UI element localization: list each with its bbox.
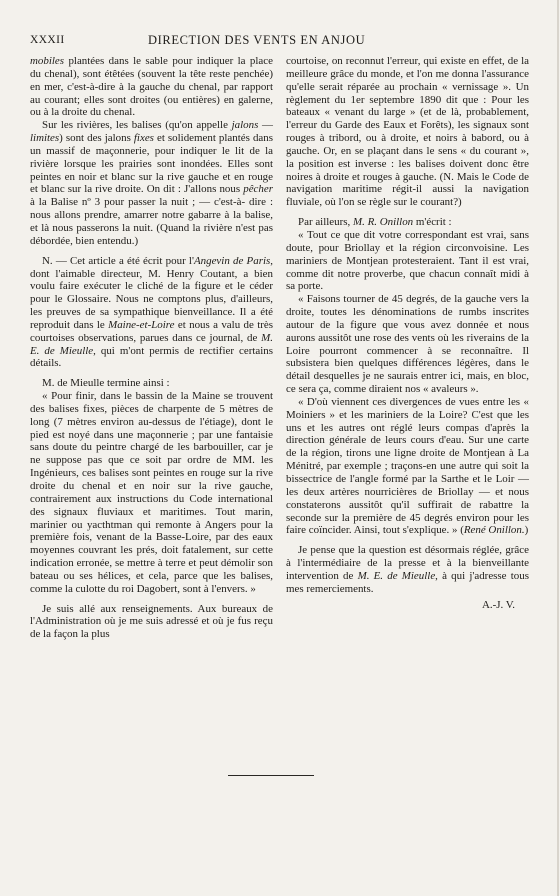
page-number: XXXII: [30, 34, 65, 46]
running-title: DIRECTION DES VENTS EN ANJOU: [148, 33, 366, 47]
paragraph-mieulle-intro: M. de Mieulle termine ainsi :: [42, 377, 170, 390]
paragraph-reglement: courtoise, on reconnut l'erreur, qui existe en effet, de la meilleure grâce du monde, et l'on me donna l'assurance qu'elle serait réparée au prochain « vernissage ». Un règlement du 1er septembre 1890 dit que : Pour les bateaux « venant du large » (et de là, probablement, l'erreur du Garde des Eaux et Forêts), les signaux sont rouges à tribord, ou à droite, et noirs à babord, ou à gauche. Or, en se plaçant dans le sens « du courant », la position est inverse : les balises doivent donc être noires à droite et rouges à gauche. (N. Mais le Code de navigation maritime régit-il aussi la navigation fluviale, où l'on se règle sur le courant?): [286, 55, 529, 209]
paragraph-onillon-quote-3: « D'où viennent ces divergences de vues entre les « Moiniers » et les mariniers de la Loire? C'est que les uns et les autres ont réglé leurs compas d'après la direction générale de leurs cours d'eau. Sur une carte de la région, tirons une ligne droite de Montjean à La Ménitré, par exemple ; traçons-en une autre qui soit la bissectrice de l'angle formé par la Sarthe et le Loir — les deux artères nourricières de Briollay — et nous constaterons aussitôt qu'il suffirait de rabattre la seconde sur la première de 45 degrés environ pour les faire coïncider. Ainsi, tout s'explique. » (René Onillon.): [286, 395, 529, 537]
right-column: [286, 55, 529, 611]
paragraph-balises-rivieres: Sur les rivières, les balises (qu'on appelle jalons — limites) sont des jalons fixes et solidement plantés dans un massif de maçonnerie, pour indiquer le lit de la rivière lorsque les prairies sont inondées. Elles sont peintes en noir et blanc sur la rive gauche et en rouge et blanc sur la rive droite. On dit : J'allons nous pêcher à la Balise nº 3 pour passer la nuit ; — c'est-à- dire : nous allons prendre, amarrer notre gabarre à la balise, et là nous passerons la nuit. (Quand la rivière n'est pas débordée, bien entendu.): [30, 119, 273, 247]
left-column: [30, 55, 273, 641]
paragraph-renseignements: Je suis allé aux renseignements. Aux bureaux de l'Administration où je me suis adressé et où je fus reçu de la façon la plus: [30, 602, 273, 641]
end-rule: [228, 775, 314, 776]
paragraph-onillon-quote-2: « Faisons tourner de 45 degrés, de la gauche vers la droite, toutes les dénominations de rumbs inscrites autour de la figure que vous avez donnée et nous aurons aussitôt une rose des vents où les riverains de la Loire pourront commencer à se reconnaître. Il subsistera bien quelques différences légères, dans le détail desquelles je ne saurais entrer ici, mais, en bloc, ce sera ça, comme diraient nos « avaleurs ».: [286, 293, 529, 396]
page-edge: [557, 0, 559, 896]
paragraph-mieulle-quote: « Pour finir, dans le bassin de la Maine se trouvent des balises fixes, pièces de charpente de 5 mètres de long (7 mètres environ au-dessus de l'étiage), dont le pied est noyé dans une maçonnerie ; par une fantaisie sans doute du peintre chargé de les barbouiller, car je ne suppose pas que ce soit par ordre de MM. les Ingénieurs, ces balises sont peintes en rouge sur la rive droite du chenal et en noir sur la rive gauche, contrairement aux instructions du Code international des signaux fluviaux et maritimes. Tout marin, marinier ou yacthtman qui remonte à Angers pour la première fois, venant de la Basse-Loire, par des eaux moyennes couvrant les prés, doit fatalement, sur cette indication erronée, se mettre à terre et peut démolir son bateau ou ses hélices, et cela, parce que les balises, comme la culotte du roi Dagobert, sont à l'envers. »: [30, 390, 273, 595]
page-header: [30, 34, 530, 50]
paragraph-balises-mer: mobiles plantées dans le sable pour indiquer la place du chenal), sont étêtées (souvent la tête reste penchée) en mer, c'est-à-dire à la gauche du chenal, par rapport au courant; elles sont droites (ou entières) en galerne, ou à la droite du chenal.: [30, 55, 273, 119]
paragraph-onillon-quote-1: « Tout ce que dit votre correspondant est vrai, sans doute, pour Briollay et la région circonvoisine. Les mariniers de Montjean protesteraient. Tant il est vrai, comme dit notre proverbe, que chacun connaît midi à sa porte.: [286, 228, 529, 293]
signature: A.-J. V.: [481, 598, 515, 611]
paragraph-conclusion: Je pense que la question est désormais réglée, grâce à l'intermédiaire de la presse et à la bienveillante intervention de M. E. de Mieulle, à qui j'adresse tous mes remerciements.: [286, 544, 529, 595]
paragraph-onillon-intro: Par ailleurs, M. R. Onillon m'écrit :: [298, 216, 452, 229]
paragraph-note: N. — Cet article a été écrit pour l'Angevin de Paris, dont l'aimable directeur, M. Henry Coutant, a bien voulu faire exécuter le cliché de la figure et le céder pour le Glossaire. Nous ne comptons plus, d'ailleurs, les preuves de sa sympathique bienveillance. Il a été reproduit dans le Maine-et-Loire et nous a valu de très courtoises observations, parues dans ce journal, de M. E. de Mieulle, qui m'ont permis de rectifier certains détails.: [30, 254, 273, 370]
